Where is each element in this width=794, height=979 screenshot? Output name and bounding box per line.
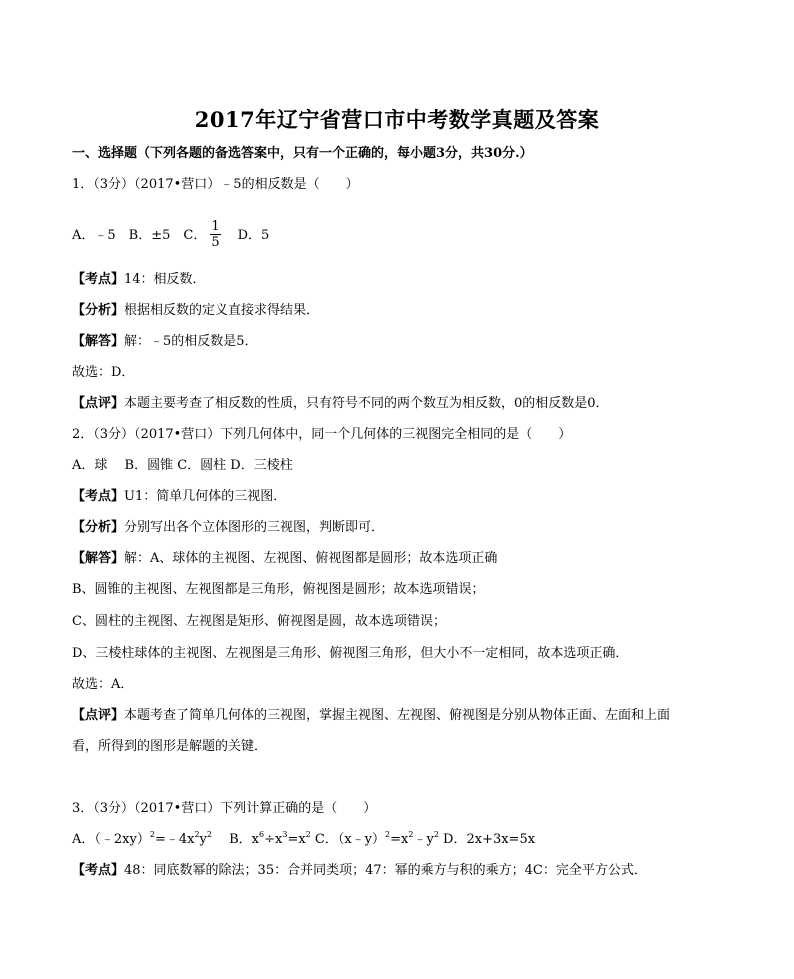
q1-fraction-denominator: 5 <box>211 235 220 250</box>
section-heading: 一、选择题（下列各题的备选答案中，只有一个正确的，每小题3分，共30分.） <box>72 146 533 161</box>
q2-dianping-line2: 看，所得到的图形是解题的关键． <box>72 739 268 754</box>
q3-kaodian-tag: 【考点】 <box>72 863 125 878</box>
q1-jieda-text: 解：﹣5的相反数是5． <box>124 334 258 349</box>
q1-dianping-text: 本题主要考查了相反数的性质，只有符号不同的两个数互为相反数，0的相反数是0． <box>124 396 609 411</box>
q2-options: A．球 B．圆锥 C．圆柱 D．三棱柱 <box>72 458 293 473</box>
q1-kaodian-tag: 【考点】 <box>72 272 125 287</box>
q1-kaodian <box>72 272 206 288</box>
q3-sup: 2 <box>305 829 311 839</box>
page-title: 2017年辽宁省营口市中考数学真题及答案 <box>194 107 600 132</box>
q2-kaodian-text: U1：简单几何体的三视图． <box>124 489 287 504</box>
q1-jieda <box>72 334 258 350</box>
q2-fenxi-text: 分别写出各个立体图形的三视图，判断即可． <box>124 520 385 535</box>
q3-kaodian <box>72 863 647 879</box>
q2-line-c: C、圆柱的主视图、左视图是矩形、俯视图是圆，故本选项错误； <box>72 614 446 629</box>
q3-stem: 3．（3分）（2017•营口）下列计算正确的是（ ） <box>72 801 377 816</box>
q3-option-c-part2: =x <box>390 832 409 847</box>
q1-stem: 1．（3分）（2017•营口）﹣5的相反数是（ ） <box>72 177 359 192</box>
q2-dianping-tag: 【点评】 <box>72 708 125 723</box>
q3-sup: 2 <box>433 829 439 839</box>
q3-options <box>72 829 536 848</box>
q2-jieda-text: 解：A、球体的主视图、左视图、俯视图都是圆形；故本选项正确 <box>124 551 498 566</box>
q2-stem: 2．（3分）（2017•营口）下列几何体中，同一个几何体的三视图完全相同的是（ ） <box>72 427 572 442</box>
q1-options-ab: A．﹣5 B．±5 C． <box>72 228 207 243</box>
q1-choice: 故选：D． <box>72 365 135 380</box>
q2-fenxi-tag: 【分析】 <box>72 520 125 535</box>
q3-option-b-part1: B．x <box>211 832 260 847</box>
q3-option-a-part1: A．（﹣2xy） <box>72 832 150 847</box>
q2-jieda-tag: 【解答】 <box>72 551 125 566</box>
q2-dianping-text-1: 本题考查了简单几何体的三视图，掌握主视图、左视图、俯视图是分别从物体正面、左面和上面 <box>124 708 671 723</box>
q3-option-a-part2: =﹣4x <box>154 832 195 847</box>
q3-option-d: D．2x+3x=5x <box>438 832 536 847</box>
q1-jieda-tag: 【解答】 <box>72 334 125 349</box>
q2-line-b: B、圆锥的主视图、左视图都是三角形，俯视图是圆形；故本选项错误； <box>72 582 485 597</box>
q2-dianping-line1 <box>72 708 670 724</box>
q3-option-a-part3: y <box>199 832 207 847</box>
q3-sup: 3 <box>282 829 288 839</box>
q1-option-d: D．5 <box>224 228 270 243</box>
q2-jieda <box>72 551 497 567</box>
q1-options <box>72 220 269 251</box>
q3-option-c-part1: C．（x﹣y） <box>310 832 386 847</box>
q2-kaodian-tag: 【考点】 <box>72 489 125 504</box>
q1-fenxi-tag: 【分析】 <box>72 303 125 318</box>
q1-fenxi-text: 根据相反数的定义直接求得结果． <box>124 303 320 318</box>
q3-sup: 2 <box>385 829 391 839</box>
q1-fraction-numerator: 1 <box>211 219 220 234</box>
q3-sup: 2 <box>206 829 212 839</box>
q2-kaodian <box>72 489 286 505</box>
q2-fenxi <box>72 520 384 536</box>
q2-choice: 故选：A． <box>72 677 134 692</box>
q3-option-b-part3: =x <box>287 832 306 847</box>
q3-option-c-part3: ﹣y <box>413 832 434 847</box>
q1-fraction <box>210 219 220 250</box>
q2-line-d: D、三棱柱球体的主视图、左视图是三角形、俯视图三角形，但大小不一定相同，故本选项正确． <box>72 646 629 661</box>
q3-option-b-part2: ÷x <box>264 832 283 847</box>
q1-fenxi <box>72 303 319 319</box>
q3-kaodian-text: 48：同底数幂的除法；35：合并同类项；47：幂的乘方与积的乘方；4C：完全平方公式． <box>124 863 647 878</box>
q3-sup: 2 <box>194 829 200 839</box>
q1-dianping-tag: 【点评】 <box>72 396 125 411</box>
q3-sup: 6 <box>259 829 265 839</box>
q3-sup: 2 <box>149 829 155 839</box>
q1-dianping <box>72 396 609 412</box>
q1-kaodian-text: 14：相反数． <box>124 272 206 287</box>
q3-sup: 2 <box>408 829 414 839</box>
